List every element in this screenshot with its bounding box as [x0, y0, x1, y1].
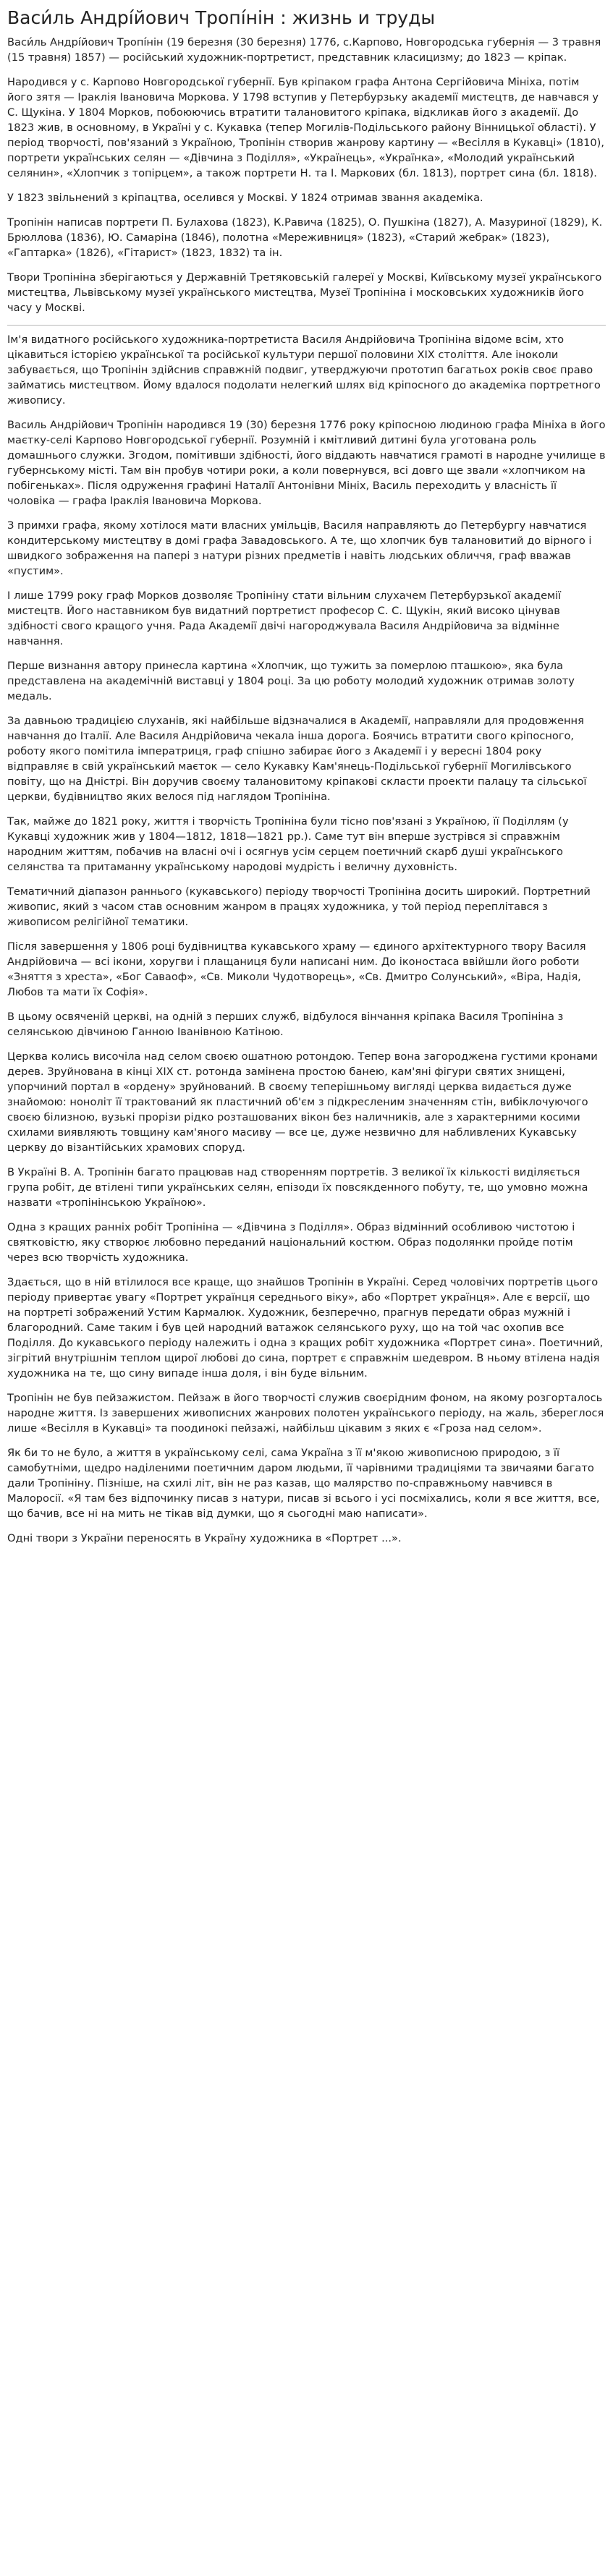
article-paragraph: За давньою традицією слуханів, які найбільше відзначалися в Академії, направляли для продовження навчання до Італії. Але Василя Андрійовича чекала інша дорога. Боячись втратити свого кріпосного, роботу якого помітила імператриця, граф спішно забирає його з Академії і у вересні 1804 року відправляє в свій український маєток — село Кукавку Кам'янець-Подільської губернії Могилівського повіту, що на Дністрі. Він доручив своєму талановитому кріпакові скласти проекти палацу та сільської церкви, будівництво яких велося під наглядом Тропініна. — [7, 715, 587, 803]
article-paragraph: В цьому освяченій церкві, на одній з перших служб, відбулося вінчання кріпака Василя Тропініна з селянською дівчиною Ганною Іванівною Катіною. — [7, 1011, 564, 1038]
article-paragraph: Народився у с. Карпово Новгородської губернії. Був кріпаком графа Антона Сергійовича Мініха, потім його зятя — Іраклія Івановича Моркова. У 1798 вступив у Петербурзьку академії мистецтв, де навчався у С. Щукіна. У 1804 Морков, побоюючись втратити талановитого кріпака, відкликав його з академії. До 1823 жив, в основному, в Україні у с. Кукавка (тепер Могилів-Подільського району Вінницької області). У період творчості, пов'язаний з Україною, Тропінін створив жанрову картину — «Весілля в Кукавці» (1810), портрети українських селян — «Дівчина з Поділля», «Українець», «Українка», «Молодий український селянин», «Хлопчик з топірцем», а також портрети Н. та І. Маркових (бл. 1813), портрет сина (бл. 1818). — [7, 76, 604, 179]
article-paragraph: Тематичний діапазон раннього (кукавського) періоду творчості Тропініна досить широкий. Портретний живопис, який з часом став основним жанром в працях художника, у той період переплітався з живописом релігійної тематики. — [7, 885, 591, 928]
article-body — [7, 35, 606, 1546]
article-paragraph: Одна з кращих ранніх робіт Тропініна — «Дівчина з Поділля». Образ відмінний особливою чистотою і святковістю, яку створює любовно переданий національний костюм. Образ подолянки пройде потім через всю творчість художника. — [7, 1221, 575, 1264]
article-paragraph: Так, майже до 1821 року, життя і творчість Тропініна були тісно пов'язані з Україною, її Поділлям (у Кукавці художник жив у 1804—1812, 1818—1821 рр.). Саме тут він вперше зустрівся зі справжнім народним життям, побачив на власні очі і осягнув усім серцем поетичний скарб душі українського селянства та притаманну українському народові мудрість і величну духовність. — [7, 815, 569, 873]
article-paragraph: У 1823 звільнений з кріпацтва, оселився у Москві. У 1824 отримав звання академіка. — [7, 192, 483, 204]
article-paragraph: Тропінін написав портрети П. Булахова (1823), К.Равича (1825), О. Пушкіна (1827), А. Мазуриної (1829), К. Брюллова (1836), Ю. Самаріна (1846), полотна «Мереживниця» (1823), «Старий жебрак» (1823), «Гаптарка» (1826), «Гітарист» (1823, 1832) та ін. — [7, 216, 603, 259]
article-paragraph: В Україні В. А. Тропінін багато працював над створенням портретів. З великої їх кількості виділяється група робіт, де втілені типи українських селян, епізоди їх повсякденного побуту, те, що умовно можна назвати «тропінінською Україною». — [7, 1166, 588, 1209]
article-paragraph: Ім'я видатного російського художника-портретиста Василя Андрійовича Тропініна відоме всім, хто цікавиться історією української та російської культури першої половини XIX століття. Але іноколи забувається, що Тропінін здійснив справжній подвиг, утверджуючи прототип багатьох років своє право займатись мистецтвом. Йому вдалося подолати нелегкий шлях від кріпосного до академіка портретного живопису. — [7, 325, 606, 408]
article-title: Васи́ль Андрі́йович Тропі́нін : жизнь и труды — [7, 7, 436, 28]
article-paragraph: Васи́ль Андрі́йович Тропі́нін (19 березня (30 березня) 1776, с.Карпово, Новгородська губернія — 3 травня (15 травня) 1857) — російський художник-портретист, представник класицизму; до 1823 — кріпак. — [7, 36, 601, 64]
article-paragraph: Після завершення у 1806 році будівництва кукавського храму — єдиного архітектурного твору Василя Андрійовича — всі ікони, хоругви і плащаниця були написані ним. До іконостаса ввійшли його роботи «Зняття з хреста», «Бог Саваоф», «Св. Миколи Чудотворець», «Св. Дмитро Солунський», «Віра, Надія, Любов та мати їх Софія». — [7, 940, 586, 998]
article-paragraph: Василь Андрійович Тропінін народився 19 (30) березня 1776 року кріпосною людиною графа Мініха в його маєтку-селі Карпово Новгородської губернії. Розумній і кмітливий дитині була уготована роль домашнього служки. Згодом, помітивши здібності, його віддають навчатися грамоті в народне училище в губернському місті. Там він пробув чотири роки, а коли повернувся, всі довго ще звали «хлопчиком на побігеньках». Після одруження графині Наталії Антонівни Мініх, Василь переходить у власність її чоловіка — графа Іраклія Івановича Моркова. — [7, 419, 606, 507]
article-paragraph: Здається, що в ній втілилося все краще, що знайшов Тропінін в Україні. Серед чоловічих портретів цього періоду привертає увагу «Портрет українця середнього віку», або «Портрет українця». Але є версії, що на портреті зображений Устим Кармалюк. Художник, безперечно, прагнув передати образ мужній і благородний. Саме таким і був цей народний ватажок селянського руху, що на той час охопив все Поділля. До кукавського періоду належить і одна з кращих робіт художника «Портрет сина». Поетичний, зігрітий внутрішнім теплом щирої любові до сина, портрет є справжнім шедевром. В ньому втілена надія художника на те, що сину випаде інша доля, і він буде вільним. — [7, 1276, 604, 1380]
article-paragraph: З примхи графа, якому хотілося мати власних умільців, Василя направляють до Петербургу навчатися кондитерському мистецтву в домі графа Завадовського. А те, що хлопчик був талановитий до вірного і швидкого зображення на папері з натури різних предметів і навіть людських обличчя, граф вважав «пустим». — [7, 519, 592, 577]
article-paragraph: І лише 1799 року граф Морков дозволяє Тропініну стати вільним слухачем Петербурзької академії мистецтв. Його наставником був видатний портретист професор С. С. Щукін, який високо цінував здібності свого кращого учня. Рада Академії двічі нагороджувала Василя Андрійовича за відмінне навчання. — [7, 590, 562, 647]
article-paragraph: Твори Тропініна зберігаються у Державній Третяковській галереї у Москві, Київському музеї українського мистецтва, Львівському музеї українського мистецтва, Музеї Тропініна і московських художників його часу у Москві. — [7, 271, 602, 314]
article-paragraph: Тропінін не був пейзажистом. Пейзаж в його творчості служив своєрідним фоном, на якому розгорталось народне життя. Із завершених живописних жанрових полотен українського періоду, на жаль, збереглося лише «Весілля в Кукавці» та поодинокі пейзажі, найбільш цікавим з яких є «Гроза над селом». — [7, 1392, 604, 1434]
article-paragraph: Перше визнання автору принесла картина «Хлопчик, що тужить за померлою пташкою», яка була представлена на академічній виставці у 1804 році. За цю роботу молодий художник отримав золоту медаль. — [7, 660, 575, 702]
article-paragraph: Одні твори з України переносять в Україну художника в «Портрет ...». — [7, 1532, 402, 1544]
article-paragraph: Як би то не було, а життя в українському селі, сама Україна з її м'якою живописною природою, з її самобутніми, щедро наділеними поетичним даром людьми, її чарівними традиціями та звичаями багато дали Тропініну. Пізніше, на схилі літ, він не раз казав, що малярство по-справжньому навчився в Малоросії. «Я там без відпочинку писав з натури, писав зі всього і усі посміхались, коли я все життя, все, що бачив, все ні на мить не тікав від думки, що я сьогодні маю написати». — [7, 1447, 600, 1520]
article-paragraph: Церква колись височіла над селом своєю ошатною ротондою. Тепер вона загороджена густими кронами дерев. Зруйнована в кінці XIX ст. ротонда замінена простою банею, кам'яні фігури святих знищені, упорчиний портал в «ордену» зруйнований. В своєму теперішньому вигляді церква видається дуже знайомою: ноноліт її трактований як пластичний об'єм з підкресленим значенням стін, вибіклочуючого своєю білизною, вузькі прорізи рідко розташованих вікон без наличників, але з характерними косими схилами виявляють товщину кам'яного масиву — все це, дуже незвично для набливлених Кукавську церкву до візантійських храмових споруд. — [7, 1050, 598, 1154]
